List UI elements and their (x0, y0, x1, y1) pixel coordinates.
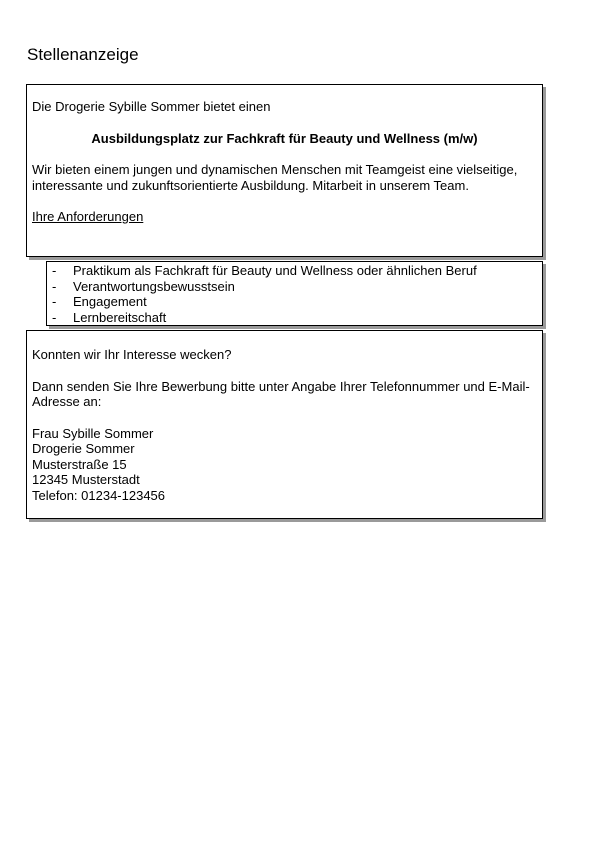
application-instruction: Dann senden Sie Ihre Bewerbung bitte unter Angabe Ihrer Telefonnummer und E-Mail-Adresse an: (32, 378, 530, 409)
intro-line: Die Drogerie Sybille Sommer bietet einen (32, 99, 271, 114)
contact-name: Frau Sybille Sommer (32, 425, 154, 441)
contact-company: Drogerie Sommer (32, 441, 135, 456)
bullet-dash: - (52, 309, 57, 325)
list-item (47, 279, 542, 295)
requirement-text: Praktikum als Fachkraft für Beauty und Wellness oder ähnlichen Beruf (73, 263, 477, 278)
job-description: Wir bieten einem jungen und dynamischen Menschen mit Teamgeist eine vielseitige, interessante und zukunftsorientierte Ausbildung. Mitarbeit in unserem Team. (32, 162, 518, 193)
requirements-heading: Ihre Anforderungen (32, 209, 144, 224)
bullet-dash: - (52, 278, 57, 294)
list-item (47, 263, 542, 279)
requirement-text: Lernbereitschaft (73, 309, 167, 325)
contact-phone: Telefon: 01234-123456 (32, 487, 166, 503)
list-item (47, 310, 542, 326)
bullet-dash: - (52, 294, 57, 309)
bullet-dash: - (52, 263, 57, 278)
contact-city: 12345 Musterstadt (32, 472, 140, 487)
list-item (47, 294, 542, 310)
requirements-box (46, 261, 543, 326)
job-title: Ausbildungsplatz zur Fachkraft für Beauty und Wellness (m/w) (91, 130, 478, 146)
requirement-text: Verantwortungsbewusstsein (73, 278, 235, 294)
requirement-text: Engagement (73, 294, 147, 309)
contact-box (26, 330, 543, 519)
contact-street: Musterstraße 15 (32, 456, 127, 472)
interest-question: Konnten wir Ihr Interesse wecken? (32, 347, 232, 362)
intro-box (26, 84, 543, 257)
page-title: Stellenanzeige (27, 45, 139, 64)
requirements-list (47, 263, 542, 325)
